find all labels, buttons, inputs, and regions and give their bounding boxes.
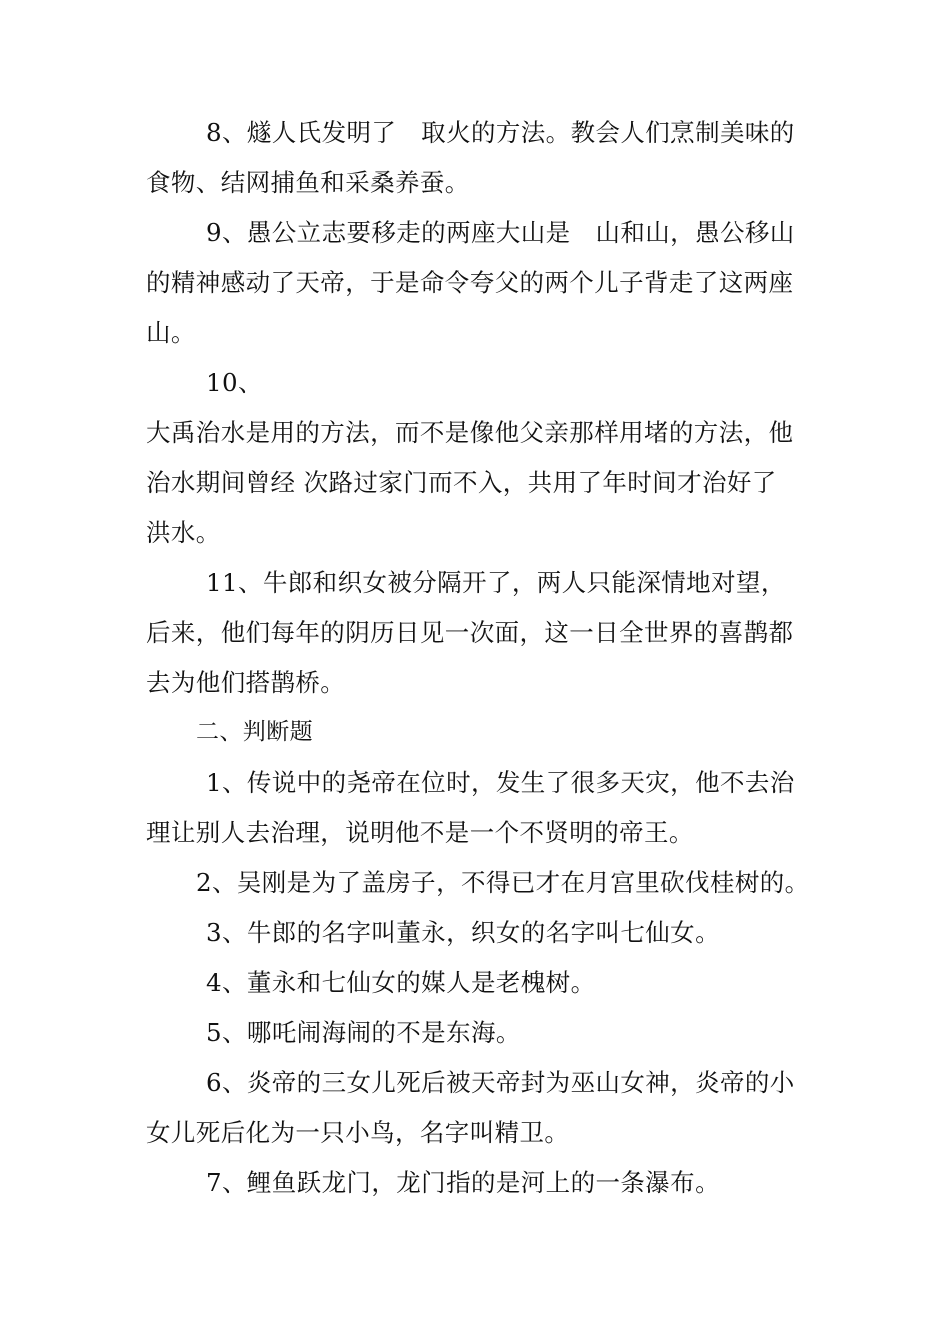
text-line-tf6-a: 6、炎帝的三女儿死后被天帝封为巫山女神，炎帝的小 [206, 1068, 795, 1097]
text-line-q11-a: 11、牛郎和织女被分隔开了，两人只能深情地对望， [206, 568, 786, 597]
text-line-tf4: 4、董永和七仙女的媒人是老槐树。 [206, 968, 596, 997]
text-line-tf3: 3、牛郎的名字叫董永，织女的名字叫七仙女。 [206, 918, 720, 947]
text-line-q8-a: 8、燧人氏发明了 取火的方法。教会人们烹制美味的 [206, 118, 795, 147]
text-line-tf6-b: 女儿死后化为一只小鸟，名字叫精卫。 [146, 1118, 570, 1147]
text-line-q9-c: 山。 [146, 318, 196, 347]
text-line-q9-b: 的精神感动了天帝，于是命令夸父的两个儿子背走了这两座 [146, 268, 794, 297]
section-heading-true-false: 二、判断题 [196, 719, 313, 745]
text-line-tf7: 7、鲤鱼跃龙门，龙门指的是河上的一条瀑布。 [206, 1168, 720, 1197]
text-line-q10-a: 大禹治水是用的方法，而不是像他父亲那样用堵的方法，他 [146, 418, 794, 447]
text-line-tf1-a: 1、传说中的尧帝在位时，发生了很多天灾，他不去治 [206, 768, 795, 797]
text-line-q9-a: 9、愚公立志要移走的两座大山是 山和山，愚公移山 [206, 218, 795, 247]
text-line-q10-number: 10、 [206, 368, 263, 397]
text-line-q10-b: 治水期间曾经 次路过家门而不入，共用了年时间才治好了 [146, 468, 777, 497]
text-line-tf5: 5、哪吒闹海闹的不是东海。 [206, 1018, 521, 1047]
text-line-q8-b: 食物、结网捕鱼和采桑养蚕。 [146, 168, 470, 197]
text-line-q11-c: 去为他们搭鹊桥。 [146, 668, 346, 697]
text-line-tf1-b: 理让别人去治理，说明他不是一个不贤明的帝王。 [146, 818, 694, 847]
text-line-tf2: 2、吴刚是为了盖房子，不得已才在月宫里砍伐桂树的。 [196, 868, 810, 897]
text-line-q10-c: 洪水。 [146, 518, 221, 547]
text-line-q11-b: 后来，他们每年的阴历日见一次面，这一日全世界的喜鹊都 [146, 618, 794, 647]
